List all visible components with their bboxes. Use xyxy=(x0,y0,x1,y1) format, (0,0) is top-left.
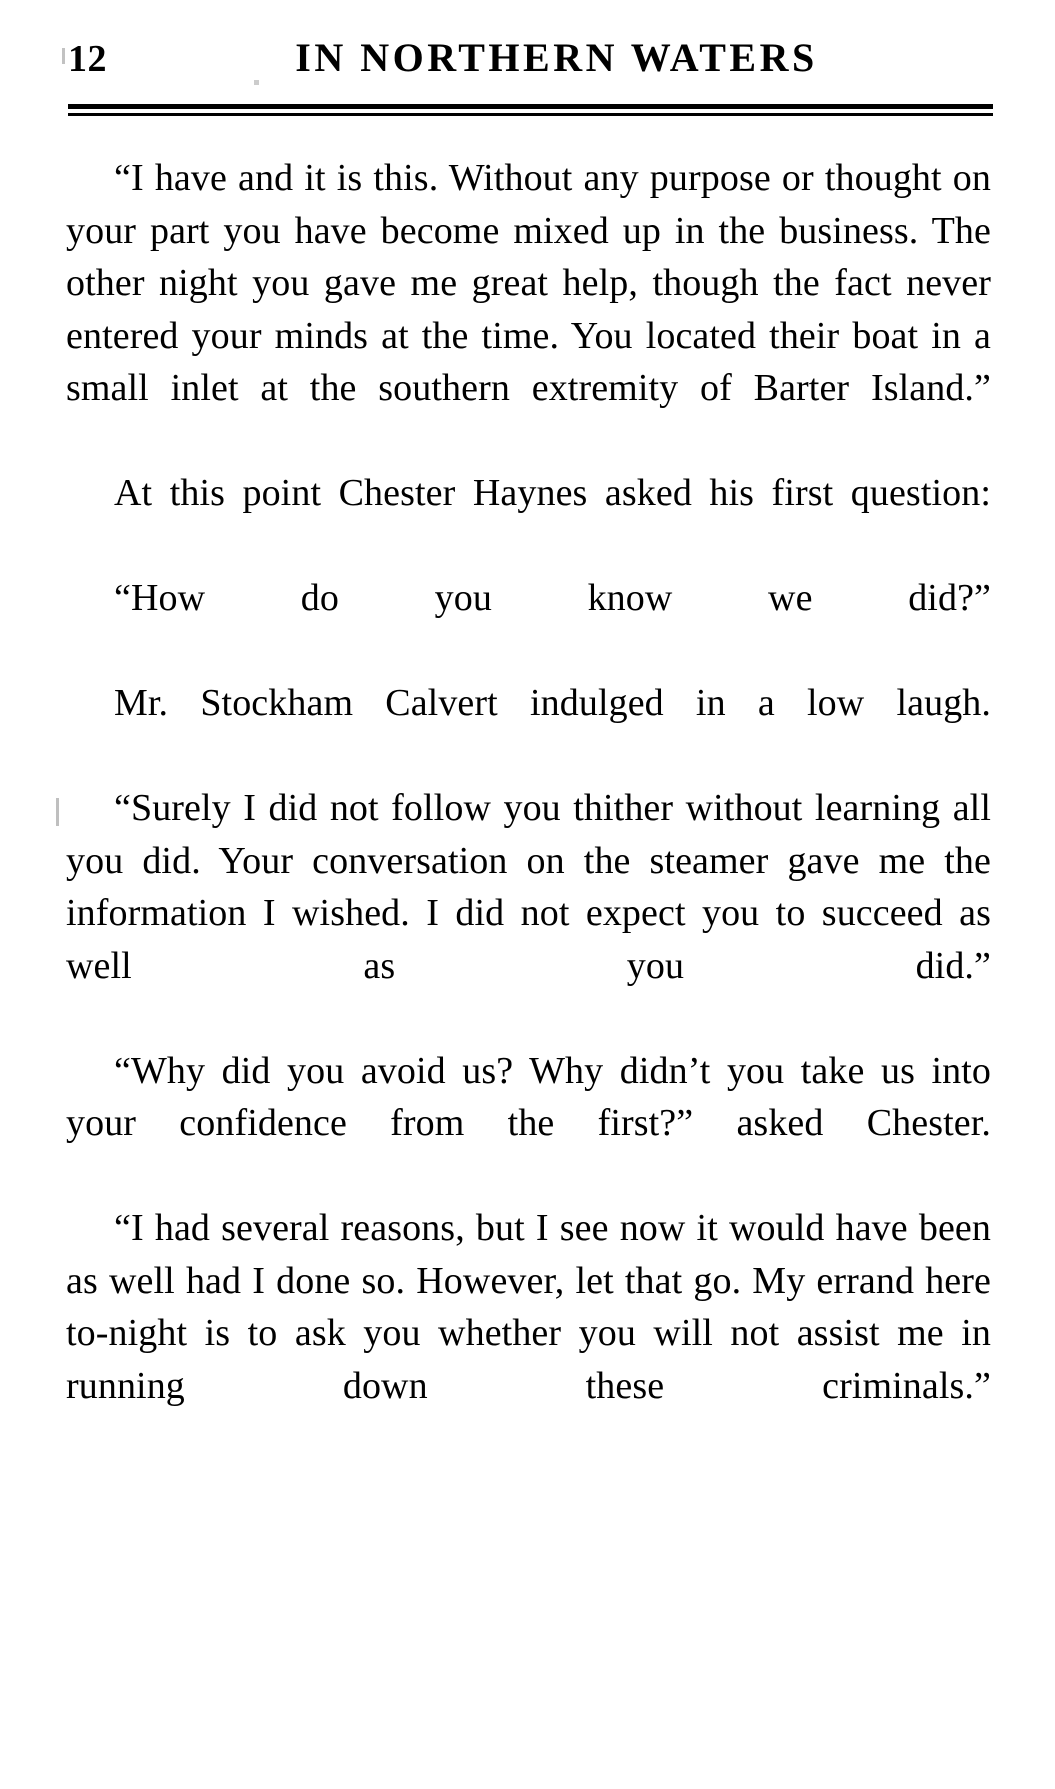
scan-artifact-speck xyxy=(254,80,259,85)
rule-thin xyxy=(68,113,993,116)
paragraph: “Surely I did not follow you thither without learning all you did. Your conversation on the steamer gave me the information I wished. I did not expect you to succeed as well as you did.” xyxy=(66,787,991,987)
paragraph: Mr. Stockham Calvert indulged in a low laugh. xyxy=(114,682,991,724)
page-header xyxy=(68,35,995,94)
scan-artifact-mark xyxy=(56,798,59,826)
running-title: IN NORTHERN WATERS xyxy=(295,35,818,80)
header-rule xyxy=(68,104,993,116)
paragraph: “I have and it is this. Without any purpose or thought on your part you have become mixed up in the business. The other night you gave me great help, though the fact never entered your minds at the time. You located their boat in a small inlet at the southern extremity of Barter Island.” xyxy=(66,157,991,409)
paragraph: “Why did you avoid us? Why didn’t you take us into your confidence from the first?” asked Chester. xyxy=(66,1049,991,1144)
page-body xyxy=(66,152,991,1465)
page-number: 12 xyxy=(68,38,107,80)
book-page xyxy=(0,35,1055,1789)
paragraph: “How do you know we did?” xyxy=(114,577,991,619)
paragraph: “I had several reasons, but I see now it would have been as well had I done so. However, let that go. My errand here to-night is to ask you whether you will not assist me in running down these criminals.” xyxy=(66,1207,991,1407)
scan-artifact-mark xyxy=(62,48,65,64)
paragraph: At this point Chester Haynes asked his first question: xyxy=(114,472,991,514)
